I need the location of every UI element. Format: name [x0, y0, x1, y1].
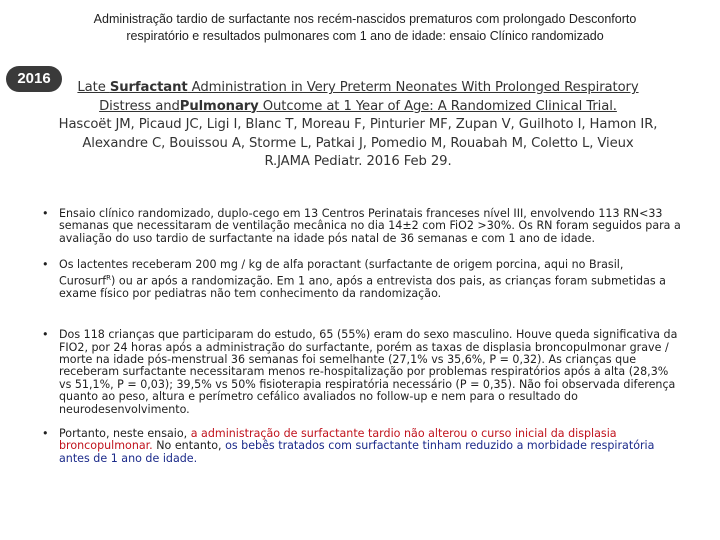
- bullet-study-design: [42, 208, 682, 245]
- registered-mark: R: [106, 273, 112, 282]
- title-keyword-surfactant: Surfactant: [109, 80, 188, 95]
- bullet-dot: •: [42, 426, 49, 440]
- bullet-dot: •: [42, 258, 49, 272]
- bullet-text: ) ou ar após a randomização. Em 1 ano, após a entrevista dos pais, as crianças foram submetidas a exame físico por pediatras não tem conhecimento da randomização.: [59, 274, 666, 300]
- title-text: Outcome at 1 Year of Age: A Randomized Clinical Trial.: [258, 98, 617, 114]
- bullet-text: Portanto, neste ensaio,: [59, 426, 191, 440]
- title-text: Administration in Very Preterm Neonates With Prolonged Respiratory Distress and: [99, 80, 639, 114]
- article-reference: [58, 79, 658, 172]
- bullet-conclusion: [42, 428, 682, 465]
- conclusion-highlight-navy: os bebês tratados com surfactante tinham reduzido a morbidade respiratória antes de 1 ano de idade.: [59, 439, 655, 465]
- conclusion-highlight-red: a administração de surfactante tardio não alterou o curso inicial da displasia broncopulmonar.: [59, 426, 617, 453]
- bullet-text: Ensaio clínico randomizado, duplo-cego em 13 Centros Perinatais franceses nível III, envolvendo 113 RN<33 semanas que necessitaram de ventilação mecânica no dia 14±2 com FiO2 >30%. Os RN foram seguidos para a avaliação do uso tardio de surfactante na idade pós natal de 36 semanas e com 1 ano de idade.: [59, 207, 681, 245]
- title-text: Late: [77, 80, 110, 95]
- bullet-dot: •: [42, 328, 49, 342]
- year-badge: 2016: [6, 66, 62, 92]
- bullet-dot: •: [42, 207, 49, 220]
- bullet-text: Os lactentes receberam 200 mg / kg de alfa poractant (surfactante de origem porcina, aqui no Brasil, Curosurf: [59, 258, 624, 288]
- article-title-part[interactable]: [77, 80, 638, 114]
- article-authors: Hascoët JM, Picaud JC, Ligi I, Blanc T, Moreau F, Pinturier MF, Zupan V, Guilhoto I, Hamon IR, Alexandre C, Bouissou A, Storme L, Patkai J, Pomedio M, Rouabah M, Coletto L, Vieux R.JAMA Pediatr. 2016 Feb 29.: [58, 117, 658, 169]
- bullet-text: Dos 118 crianças que participaram do estudo, 65 (55%) eram do sexo masculino. Houve queda significativa da FIO2, por 24 horas após a administração do surfactante, porém as taxas de displasia broncopulmonar grave / morte na idade pós-menstrual 36 semanas foi semelhante (27,1% vs 35,6%, P = 0,32). As crianças que receberam surfactante necessitaram menos re-hospitalização por problemas respiratórios após a alta (28,3% vs 51,1%, P = 0,03); 39,5% vs 50% fisioterapia respiratória necessário (P = 0,35). Não foi observada diferença quanto ao peso, altura e perímetro cefálico avaliados no follow-up e nem para o resultado do neurodesenvolvimento.: [59, 328, 678, 416]
- title-keyword-pulmonary: Pulmonary: [179, 98, 259, 114]
- portuguese-title: Administração tardio de surfactante nos recém-nascidos prematuros com prolongado Desconforto respiratório e resultados pulmonares com 1 ano de idade: ensaio Clínico randomizado: [93, 12, 637, 43]
- bullet-intervention: [42, 259, 682, 300]
- summary-bullets: [42, 208, 682, 465]
- bullet-results: [42, 329, 682, 416]
- bullet-text: No entanto,: [152, 439, 226, 453]
